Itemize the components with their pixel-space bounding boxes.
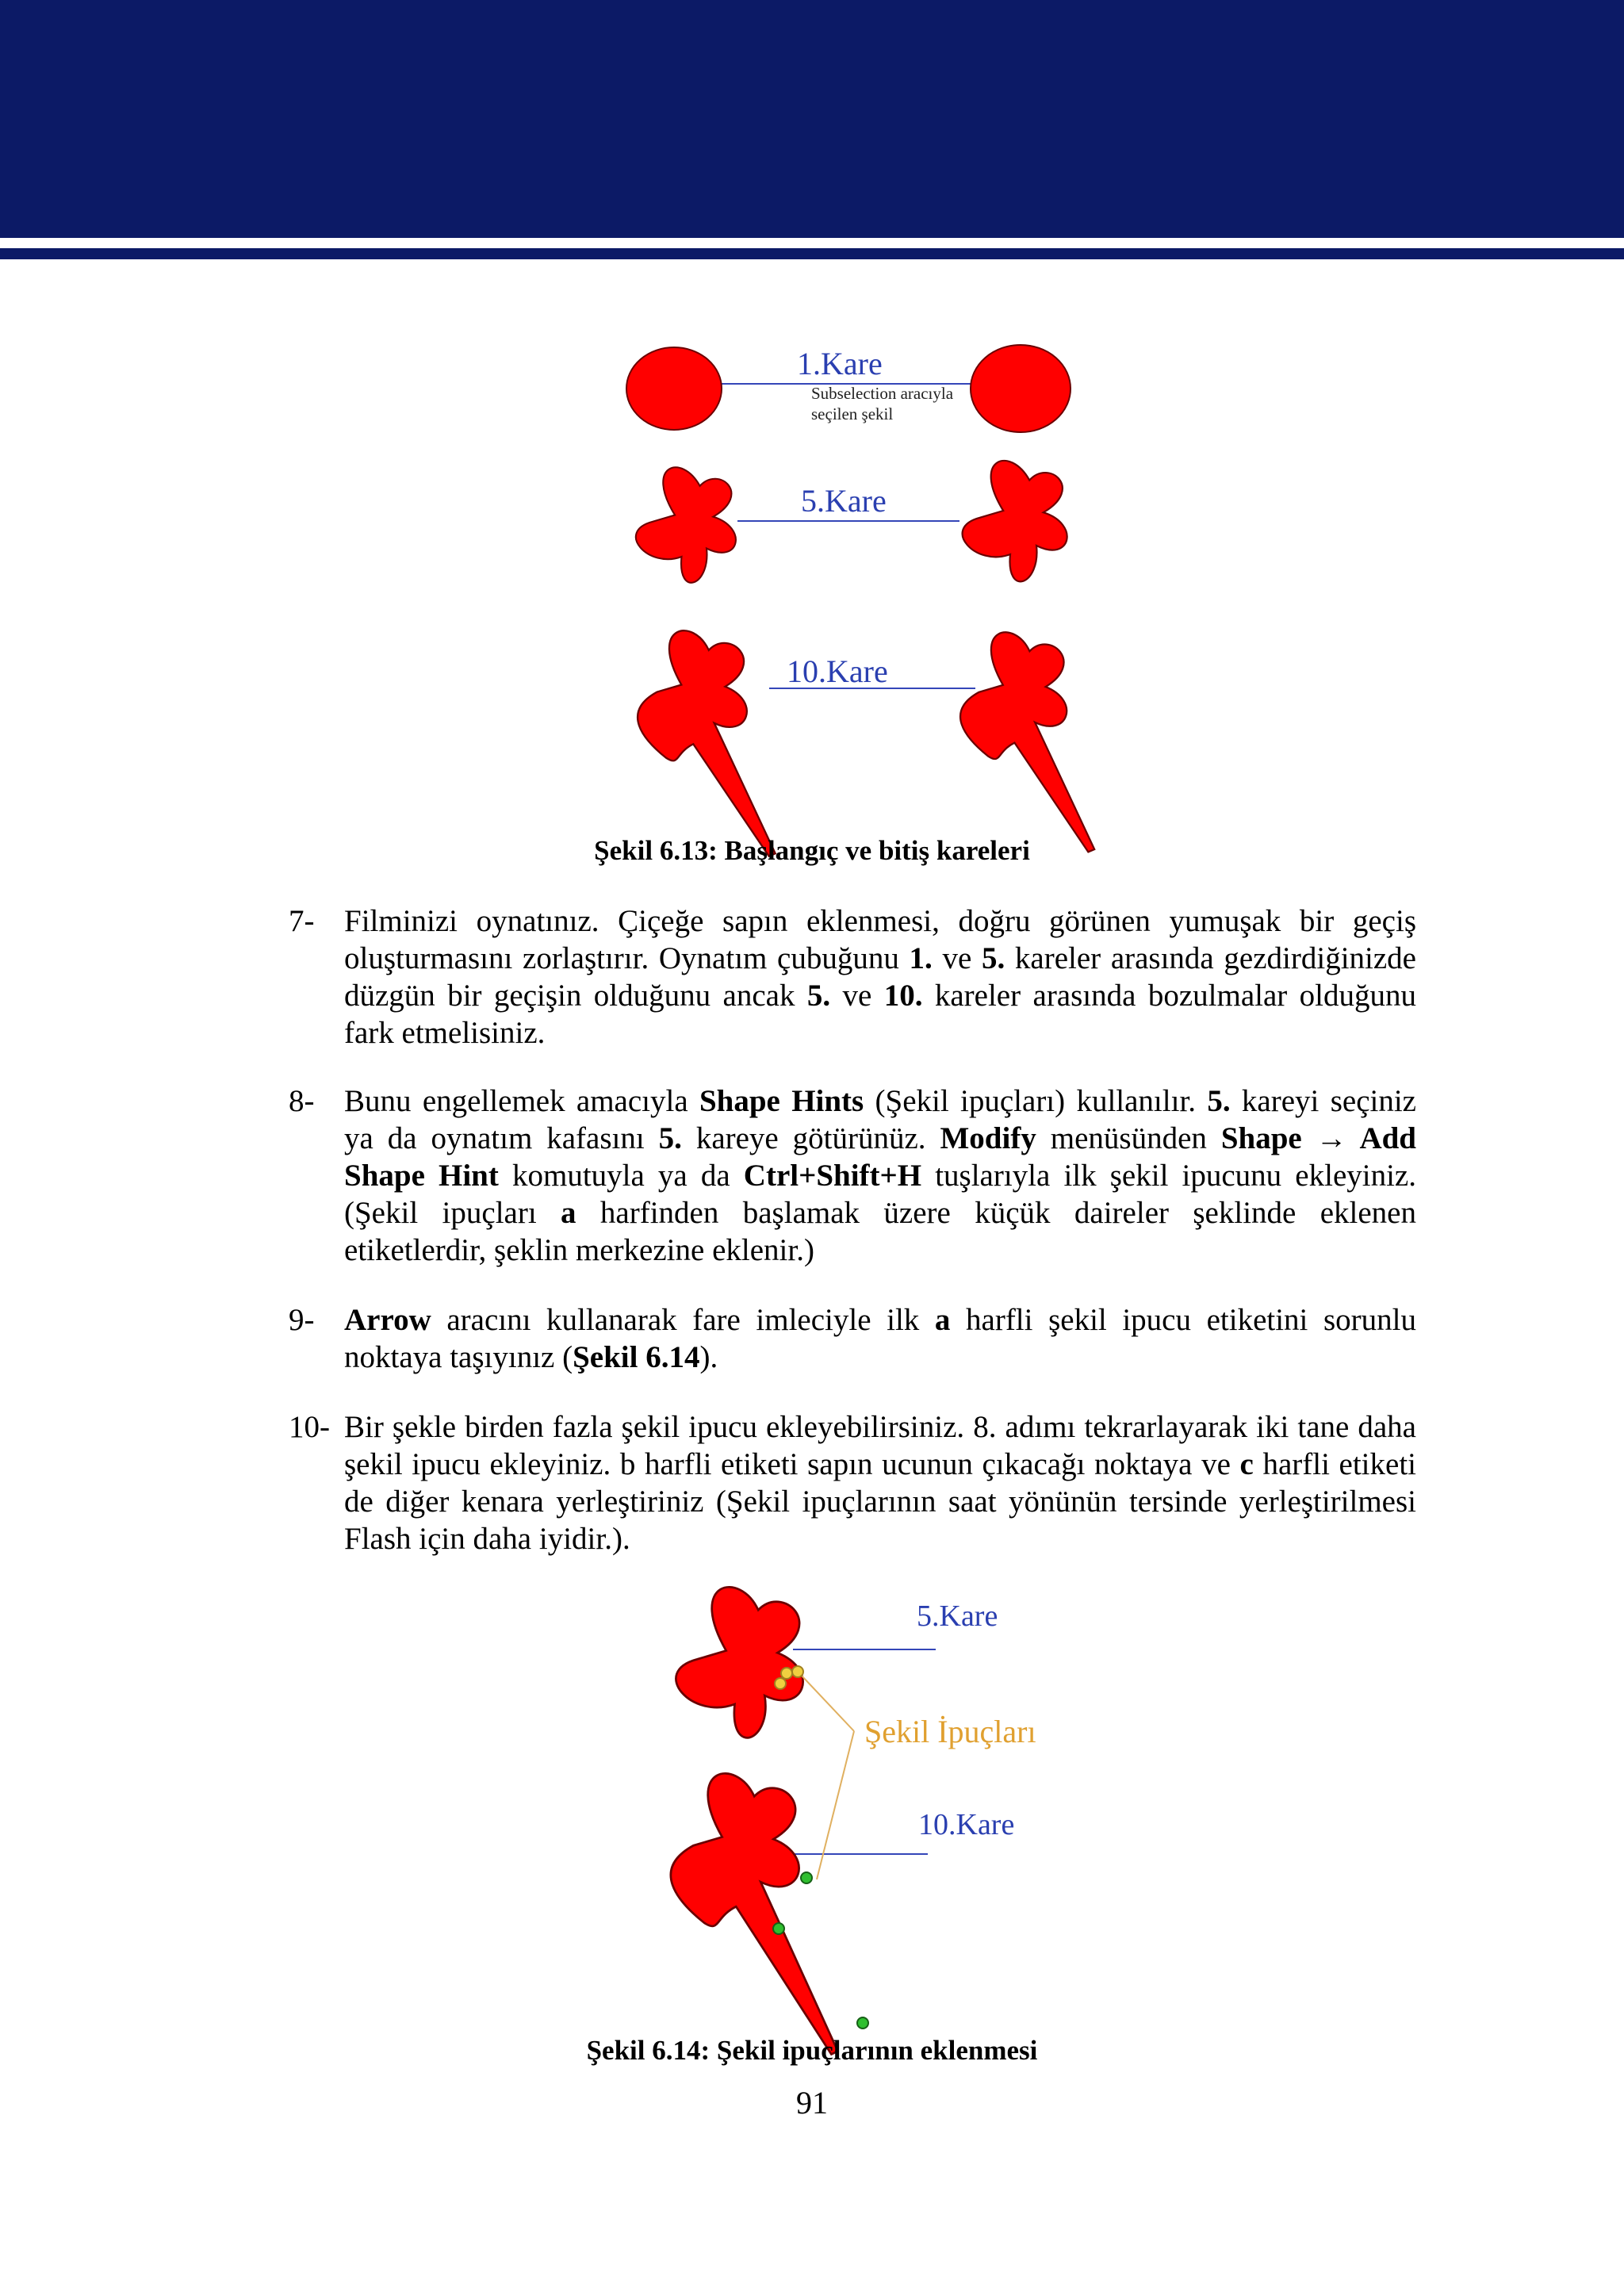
frame-10-start-flower: [638, 630, 776, 856]
bold-term: 5.: [981, 941, 1005, 975]
hint-leader-line: [801, 1675, 854, 1731]
text-run: kareler arasında gezdirdiğinizde düzgün bir geçişin olduğunu ancak: [344, 941, 1416, 1013]
text-run: harfli şekil ipucu etiketini sorunlu noktaya taşıyınız (: [344, 1303, 1416, 1374]
figure-6-14-frame-5-flower: [676, 1587, 802, 1737]
step-text: [344, 1408, 1416, 1557]
shape-hint-marker: [775, 1678, 786, 1689]
bold-term: a: [934, 1303, 951, 1337]
frame-10-label: 10.Kare: [787, 653, 888, 689]
step-9: [290, 1301, 1416, 1376]
step-number: 7-: [289, 904, 315, 938]
step-10: [290, 1408, 1416, 1557]
figure-6-13-caption: Şekil 6.13: Başlangıç ve bitiş kareleri: [594, 835, 1030, 866]
bold-term: Şekil 6.14: [573, 1340, 700, 1374]
figure-6-14-caption: Şekil 6.14: Şekil ipuçlarının eklenmesi: [586, 2035, 1038, 2066]
bold-term: 5.: [806, 979, 831, 1013]
bold-term: 1.: [909, 941, 933, 975]
text-run: ).: [699, 1340, 718, 1374]
bold-term: Shape Hints: [699, 1084, 864, 1118]
step-8: [290, 1082, 1416, 1269]
frame-5-start-flower: [636, 467, 736, 582]
bold-term: 5.: [1207, 1084, 1231, 1118]
frame-5-label: 5.Kare: [801, 483, 887, 519]
figure-6-14: [666, 1586, 1063, 2038]
header-band: [0, 0, 1624, 238]
text-run: menüsünden: [1036, 1121, 1221, 1155]
bold-term: a: [561, 1196, 576, 1230]
text-run: Filminizi oynatınız. Çiçeğe sapın eklenmesi, doğru görünen yumuşak bir geçiş oluşturmasını zorlaştırır. Oynatım çubuğunu: [344, 904, 1416, 975]
step-number: 10-: [289, 1410, 330, 1444]
text-run: ve: [932, 941, 982, 975]
shape-hint-marker: [801, 1872, 812, 1883]
shape-hint-marker: [857, 2017, 868, 2029]
text-run: harfinden başlamak üzere küçük daireler şeklinde eklenen etiketlerdir, şeklin merkezine eklenir.): [344, 1196, 1416, 1267]
text-run: harfli etiketi de diğer kenara yerleştiriniz (Şekil ipuçlarının saat yönünün tersinde yerleştirilmesi Flash için daha iyidir.).: [344, 1447, 1416, 1556]
text-run: tuşlarıyla ilk şekil ipucunu ekleyiniz. (Şekil ipuçları: [344, 1159, 1416, 1230]
shape-hints-label: Şekil İpuçları: [864, 1714, 1036, 1749]
figure-6-13: [619, 333, 1110, 841]
figure-6-14-frame-10-label: 10.Kare: [918, 1808, 1015, 1841]
page-number: 91: [796, 2085, 828, 2121]
bold-term: Ctrl+Shift+H: [743, 1159, 922, 1193]
text-run: (Şekil ipuçları) kullanılır.: [864, 1084, 1208, 1118]
figure-6-14-frame-10-flower: [671, 1773, 838, 2054]
step-text: [344, 902, 1416, 1052]
bold-term: c: [1239, 1447, 1254, 1481]
text-run: kareler arasında bozulmalar olduğunu fark etmelisiniz.: [344, 979, 1416, 1050]
text-run: aracını kullanarak fare imleciyle ilk: [431, 1303, 935, 1337]
text-run: komutuyla ya da: [498, 1159, 744, 1193]
frame-1-end-circle: [971, 345, 1071, 432]
text-run: ve: [830, 979, 884, 1013]
step-number: 8-: [289, 1084, 315, 1118]
text-run: kareye götürünüz.: [681, 1121, 940, 1155]
shape-hint-marker: [792, 1666, 803, 1677]
header-rule: [0, 248, 1624, 259]
step-7: [290, 902, 1416, 1052]
step-text: [344, 1082, 1416, 1269]
step-number: 9-: [289, 1303, 315, 1337]
text-run: kareyi seçiniz ya da oynatım kafasını: [344, 1084, 1416, 1155]
shape-hint-marker: [781, 1668, 792, 1679]
step-text: [344, 1301, 1416, 1376]
subselection-note-1: Subselection aracıyla: [811, 384, 954, 403]
hint-leader-line: [817, 1731, 854, 1879]
bold-term: Modify: [940, 1121, 1036, 1155]
text-run: Bunu engellemek amacıyla: [344, 1084, 699, 1118]
shape-hint-marker: [773, 1923, 784, 1934]
frame-1-label: 1.Kare: [797, 346, 883, 381]
frame-1-start-circle: [626, 347, 722, 430]
bold-term: Shape → Add Shape Hint: [344, 1121, 1416, 1193]
bold-term: 10.: [883, 979, 923, 1013]
frame-5-end-flower: [963, 461, 1067, 581]
subselection-note-2: seçilen şekil: [811, 404, 894, 423]
bold-term: 5.: [658, 1121, 682, 1155]
figure-6-14-frame-5-label: 5.Kare: [917, 1599, 998, 1633]
text-run: Bir şekle birden fazla şekil ipucu ekleyebilirsiniz. 8. adımı tekrarlayarak iki tane daha şekil ipucu ekleyiniz. b harfli etiketi sapın ucunun çıkacağı noktaya ve: [344, 1410, 1416, 1481]
frame-10-end-flower: [960, 632, 1094, 852]
bold-term: Arrow: [344, 1303, 431, 1337]
